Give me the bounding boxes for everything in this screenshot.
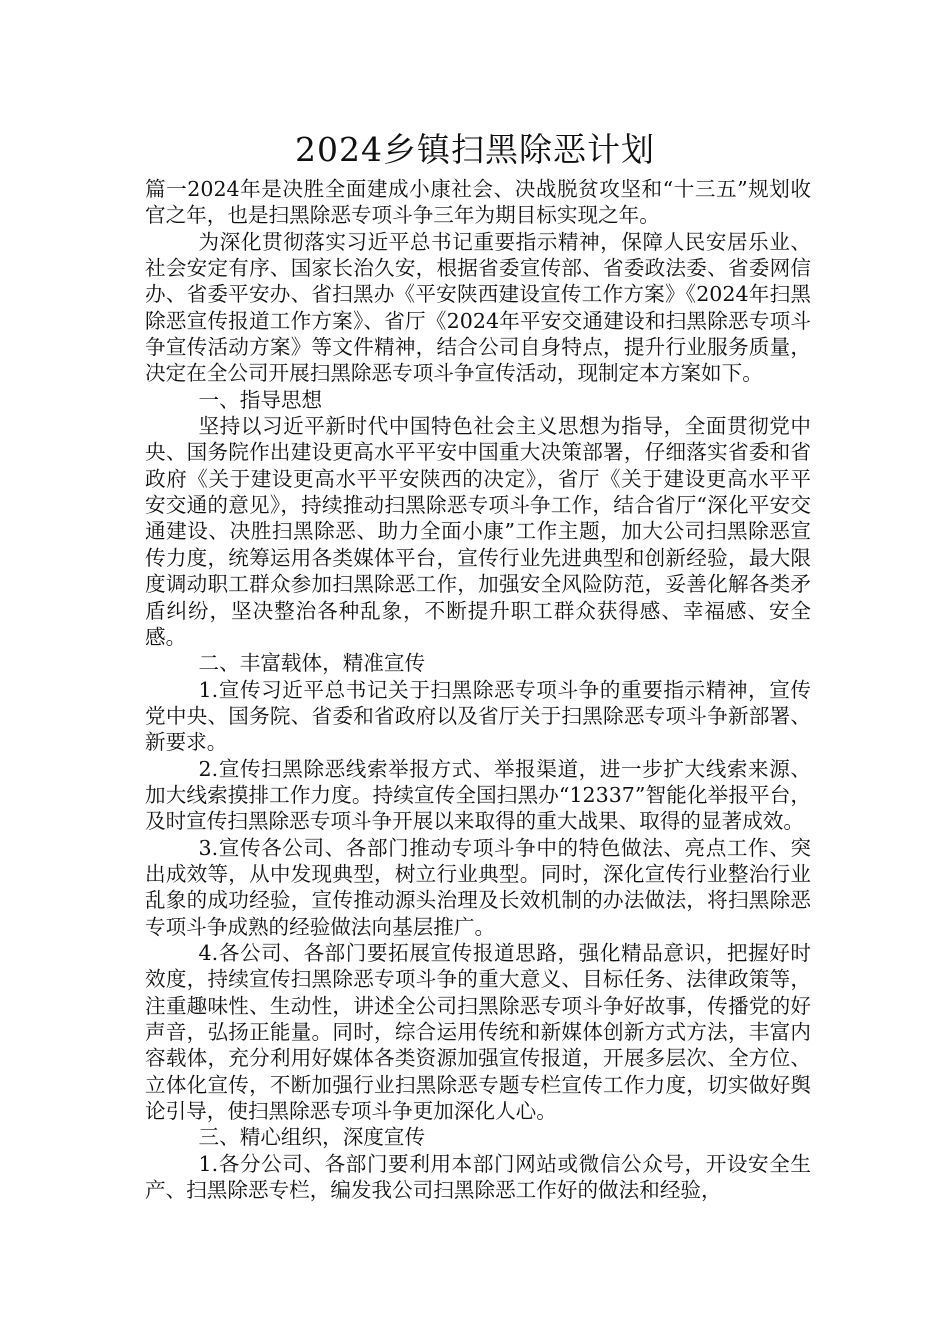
document-body bbox=[145, 176, 811, 1203]
body-paragraph: 篇一2024年是决胜全面建成小康社会、决战脱贫攻坚和“十三五”规划收官之年，也是扫黑除恶专项斗争三年为期目标实现之年。 bbox=[145, 177, 811, 228]
body-paragraph: 1.宣传习近平总书记关于扫黑除恶专项斗争的重要指示精神，宣传党中央、国务院、省委和省政府以及省厅关于扫黑除恶专项斗争新部署、新要求。 bbox=[145, 677, 811, 755]
body-paragraph: 一、指导思想 bbox=[198, 387, 323, 412]
body-paragraph: 坚持以习近平新时代中国特色社会主义思想为指导，全面贯彻党中央、国务院作出建设更高水平平安中国重大决策部署，仔细落实省委和省政府《关于建设更高水平平安陕西的决定》，省厅《关于建设更高水平平安交通的意见》，持续推动扫黑除恶专项斗争工作，结合省厅“深化平安交通建设、决胜扫黑除恶、助力全面小康”工作主题，加大公司扫黑除恶宣传力度，统筹运用各类媒体平台，宣传行业先进典型和创新经验，最大限度调动职工群众参加扫黑除恶工作，加强安全风险防范，妥善化解各类矛盾纠纷，坚决整治各种乱象，不断提升职工群众获得感、幸福感、安全感。 bbox=[145, 414, 811, 649]
body-paragraph: 2.宣传扫黑除恶线索举报方式、举报渠道，进一步扩大线索来源、加大线索摸排工作力度。持续宣传全国扫黑办“12337”智能化举报平台，及时宣传扫黑除恶专项斗争开展以来取得的重大战果、取得的显著成效。 bbox=[145, 756, 811, 834]
document-title: 2024乡镇扫黑除恶计划 bbox=[295, 130, 655, 169]
body-paragraph: 为深化贯彻落实习近平总书记重要指示精神，保障人民安居乐业、社会安定有序、国家长治久安，根据省委宣传部、省委政法委、省委网信办、省委平安办、省扫黑办《平安陕西建设宣传工作方案》《2024年扫黑除恶宣传报道工作方案》、省厅《2024年平安交通建设和扫黑除恶专项斗争宣传活动方案》等文件精神，结合公司自身特点，提升行业服务质量，决定在全公司开展扫黑除恶专项斗争宣传活动，现制定本方案如下。 bbox=[145, 229, 811, 386]
body-paragraph: 4.各公司、各部门要拓展宣传报道思路，强化精品意识，把握好时效度，持续宣传扫黑除恶专项斗争的重大意义、目标任务、法律政策等，注重趣味性、生动性，讲述全公司扫黑除恶专项斗争好故事，传播党的好声音，弘扬正能量。同时，综合运用传统和新媒体创新方式方法，丰富内容载体，充分利用好媒体各类资源加强宣传报道，开展多层次、全方位、立体化宣传，不断加强行业扫黑除恶专题专栏宣传工作力度，切实做好舆论引导，使扫黑除恶专项斗争更加深化人心。 bbox=[145, 940, 811, 1124]
body-paragraph: 3.宣传各公司、各部门推动专项斗争中的特色做法、亮点工作、突出成效等，从中发现典型，树立行业典型。同时，深化宣传行业整治行业乱象的成功经验，宣传推动源头治理及长效机制的办法做法，将扫黑除恶专项斗争成熟的经验做法向基层推广。 bbox=[145, 835, 811, 939]
body-paragraph: 二、丰富载体，精准宣传 bbox=[198, 651, 426, 676]
body-paragraph: 1.各分公司、各部门要利用本部门网站或微信公众号，开设安全生产、扫黑除恶专栏，编发我公司扫黑除恶工作好的做法和经验， bbox=[145, 1151, 811, 1203]
body-paragraph: 三、精心组织，深度宣传 bbox=[198, 1125, 426, 1150]
